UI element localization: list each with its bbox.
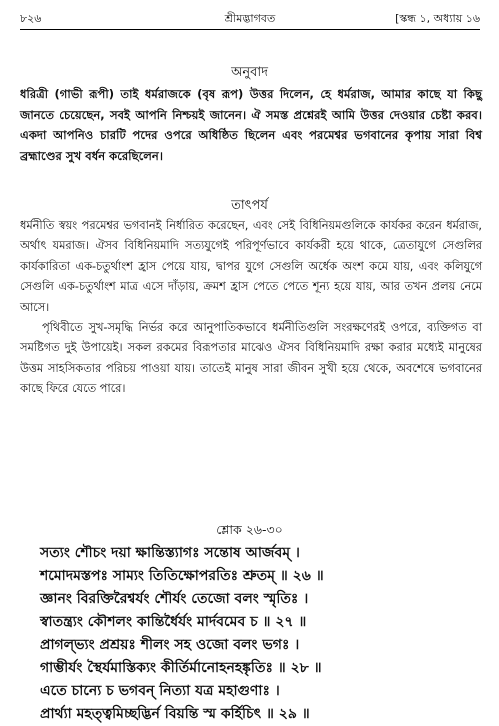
verse-line: সত্যং শৌচং দয়া ক্ষান্তিস্ত্যাগঃ সন্তোষ আর্জবম্ । bbox=[40, 545, 300, 561]
book-title: শ্রীমদ্ভাগবত bbox=[224, 12, 276, 25]
translation-text: ধরিত্রী (গাভী রূপী) তাই ধর্মরাজকে (বৃষ রূপ) উত্তর দিলেন, হে ধর্মরাজ, আমার কাছে যা কিছু জানতে চেয়েছেন, সবই আপনি নিশ্চয়ই জানেন। ঐ সমস্ত প্রশ্নেরই আমি উত্তর দেওয়ার চেষ্টা করব। একদা আপনিও চারটি পদের ওপরে অধিষ্ঠিত ছিলেন এবং পরমেশ্বর ভগবানের কৃপায় সারা বিশ্ব ব্রহ্মাণ্ডের সুখ বর্ধন করেছিলেন। bbox=[20, 87, 482, 163]
header-rule bbox=[20, 29, 480, 30]
verse-line: স্বাতন্ত্র্যং কৌশলং কান্তির্ধৈর্যং মার্দবমেব চ ॥ ২৭ ॥ bbox=[40, 614, 307, 630]
translation-heading: অনুবাদ bbox=[231, 65, 268, 80]
verse-line: গাম্ভীর্যং স্থৈর্যমাস্তিক্যং কীর্তির্মানোহনহঙ্কৃতিঃ ॥ ২৮ ॥ bbox=[40, 660, 322, 676]
section-label: [স্কন্ধ ১, অধ্যায় ১৬ bbox=[395, 12, 480, 25]
shloka-title: শ্লোক ২৬-৩০ bbox=[216, 522, 283, 537]
purport-body bbox=[20, 216, 482, 400]
verse-line: এতে চান্যে চ ভগবন্ নিত্যা যত্র মহাগুণাঃ । bbox=[40, 683, 280, 699]
verse-line: শমোদমস্তপঃ সাম্যং তিতিক্ষোপরতিঃ শ্রুতম্ ॥ ২৬ ॥ bbox=[40, 568, 324, 584]
page-number: ৮২৬ bbox=[20, 12, 42, 25]
purport-paragraph: ধর্মনীতি স্বয়ং পরমেশ্বর ভগবানই নির্ধারিত করেছেন, এবং সেই বিধিনিয়মগুলিকে কার্যকর করেন ধর্মরাজ, অর্থাৎ যমরাজ। ঐসব বিধিনিয়মাদি সত্যযুগেই পরিপূর্ণভাবে কার্যকরী হয়ে থাকে, ত্রেতাযুগে সেগুলির কার্যকারিতা এক-চতুর্থাংশ হ্রাস পেয়ে যায়, দ্বাপর যুগে সেগুলি অর্ধেক অংশ কমে যায়, এবং কলিযুগে সেগুলি এক-চতুর্থাংশ মাত্র এসে দাঁড়ায়, ক্রমশ হ্রাস পেতে পেতে শূন্য হয়ে যায়, আর তখন প্রলয় নেমে আসে। bbox=[20, 219, 482, 314]
verse-line: জ্ঞানং বিরক্তিরৈশ্বর্যং শৌর্যং তেজো বলং স্মৃতিঃ । bbox=[40, 591, 309, 607]
running-header bbox=[20, 10, 480, 28]
verse-line: প্রাগল্‌ভ্যং প্রশ্রয়ঃ শীলং সহ ওজো বলং ভগঃ । bbox=[40, 637, 300, 653]
purport-paragraph: পৃথিবীতে সুখ-সমৃদ্ধি নির্ভর করে আনুপাতিকভাবে ধর্মনীতিগুলি সংরক্ষণেরই ওপরে, ব্যক্তিগত বা সমষ্টিগত দুই উপায়েই। সকল রকমের বিরূপতার মাঝেও ঐসব বিধিনিয়মাদি রক্ষা করার মধ্যেই মানুষের উত্তম সাহসিকতার পরিচয় পাওয়া যায়। তাতেই মানুষ সারা জীবন সুখী হয়ে থেকে, অবশেষে ভগবানের কাছে ফিরে যেতে পারে। bbox=[20, 321, 482, 396]
purport-heading: তাৎপর্য bbox=[231, 198, 268, 213]
verse-line: প্রার্থ্যা মহত্ত্বমিচ্ছদ্ভির্ন বিয়ন্তি স্ম কর্হিচিৎ ॥ ২৯ ॥ bbox=[40, 706, 310, 722]
shloka-verses bbox=[40, 542, 485, 726]
